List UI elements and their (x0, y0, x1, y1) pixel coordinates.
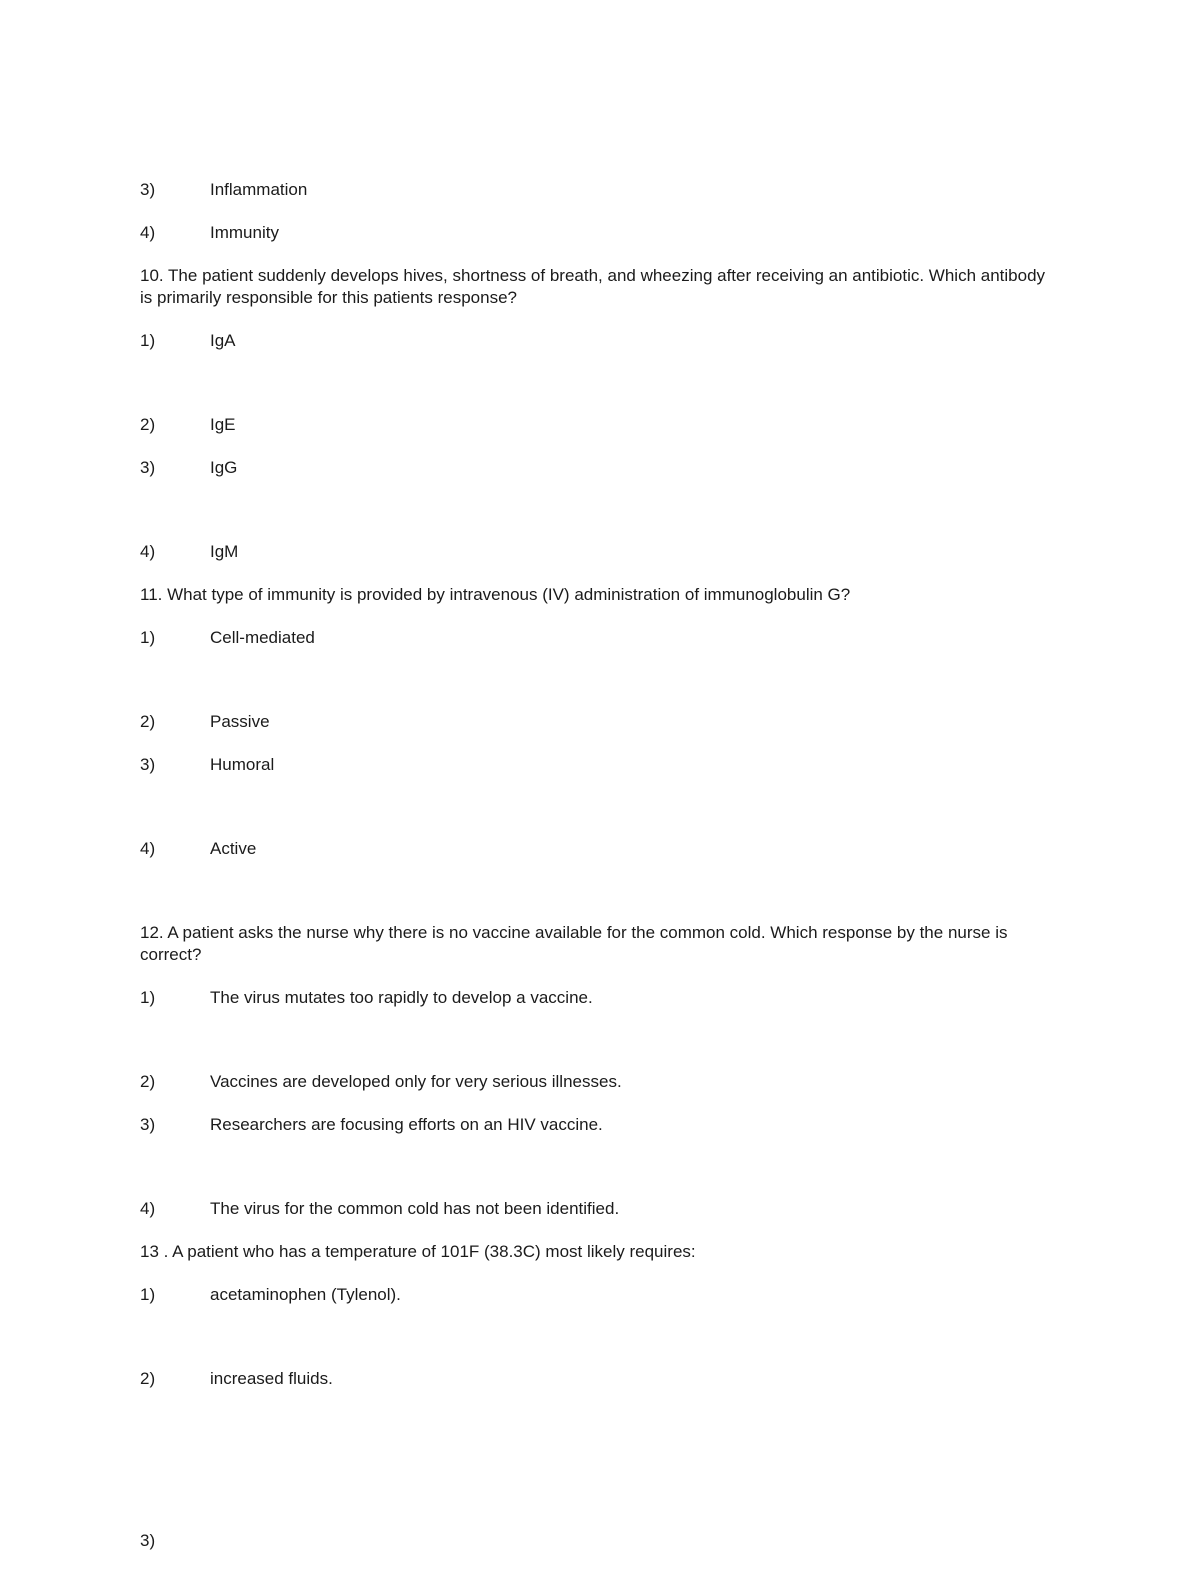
option-text: IgA (210, 331, 236, 350)
answer-option (140, 330, 1053, 352)
answer-option (140, 627, 1053, 649)
option-number: 3) (140, 1115, 156, 1134)
option-number: 1) (140, 988, 156, 1007)
option-number: 4) (140, 839, 156, 858)
answer-option (140, 1114, 1053, 1136)
option-number: 3) (140, 180, 156, 199)
option-text: Cell-mediated (210, 628, 315, 647)
option-number: 1) (140, 1285, 156, 1304)
answer-option (140, 179, 1053, 201)
question-text: 13 . A patient who has a temperature of 101F (38.3C) most likely requires: (140, 1242, 696, 1261)
option-text: Researchers are focusing efforts on an HIV vaccine. (210, 1115, 603, 1134)
option-number: 4) (140, 1199, 156, 1218)
option-number: 4) (140, 542, 156, 561)
option-text: IgG (210, 458, 238, 477)
answer-option (140, 838, 1053, 860)
option-number: 3) (140, 755, 156, 774)
answer-option (140, 711, 1053, 733)
question-text: 11. What type of immunity is provided by intravenous (IV) administration of immunoglobulin G? (140, 585, 851, 604)
option-text: Active (210, 839, 257, 858)
option-text: Inflammation (210, 180, 308, 199)
option-text (210, 1530, 1053, 1552)
answer-option (140, 1368, 1053, 1390)
option-text: IgM (210, 542, 239, 561)
option-number: 4) (140, 223, 156, 242)
answer-option (140, 414, 1053, 436)
option-text: The virus for the common cold has not been identified. (210, 1199, 620, 1218)
option-number: 2) (140, 1072, 156, 1091)
answer-option (140, 987, 1053, 1009)
answer-option (140, 754, 1053, 776)
option-number: 2) (140, 712, 156, 731)
option-text: Vaccines are developed only for very serious illnesses. (210, 1072, 622, 1091)
option-number: 3) (140, 458, 156, 477)
option-number: 3) (140, 1531, 156, 1550)
answer-option (140, 1530, 1053, 1552)
option-number: 1) (140, 628, 156, 647)
question-text: 12. A patient asks the nurse why there is no vaccine available for the common cold. Which response by the nurse is correct? (140, 923, 1008, 964)
answer-option (140, 541, 1053, 563)
option-text: Passive (210, 712, 270, 731)
option-number: 2) (140, 415, 156, 434)
option-text: Immunity (210, 223, 279, 242)
question-text: 10. The patient suddenly develops hives, shortness of breath, and wheezing after receiving an antibiotic. Which antibody is primarily responsible for this patients response? (140, 266, 1046, 307)
option-text: Humoral (210, 755, 275, 774)
answer-option (140, 1071, 1053, 1093)
option-text: acetaminophen (Tylenol). (210, 1285, 401, 1304)
answer-option (140, 222, 1053, 244)
option-text: increased fluids. (210, 1369, 333, 1388)
option-number: 1) (140, 331, 156, 350)
option-number: 2) (140, 1369, 156, 1388)
option-text: The virus mutates too rapidly to develop a vaccine. (210, 988, 593, 1007)
answer-option (140, 1284, 1053, 1306)
answer-option (140, 1198, 1053, 1220)
answer-option (140, 457, 1053, 479)
option-text: IgE (210, 415, 236, 434)
document-content (140, 179, 1053, 1573)
